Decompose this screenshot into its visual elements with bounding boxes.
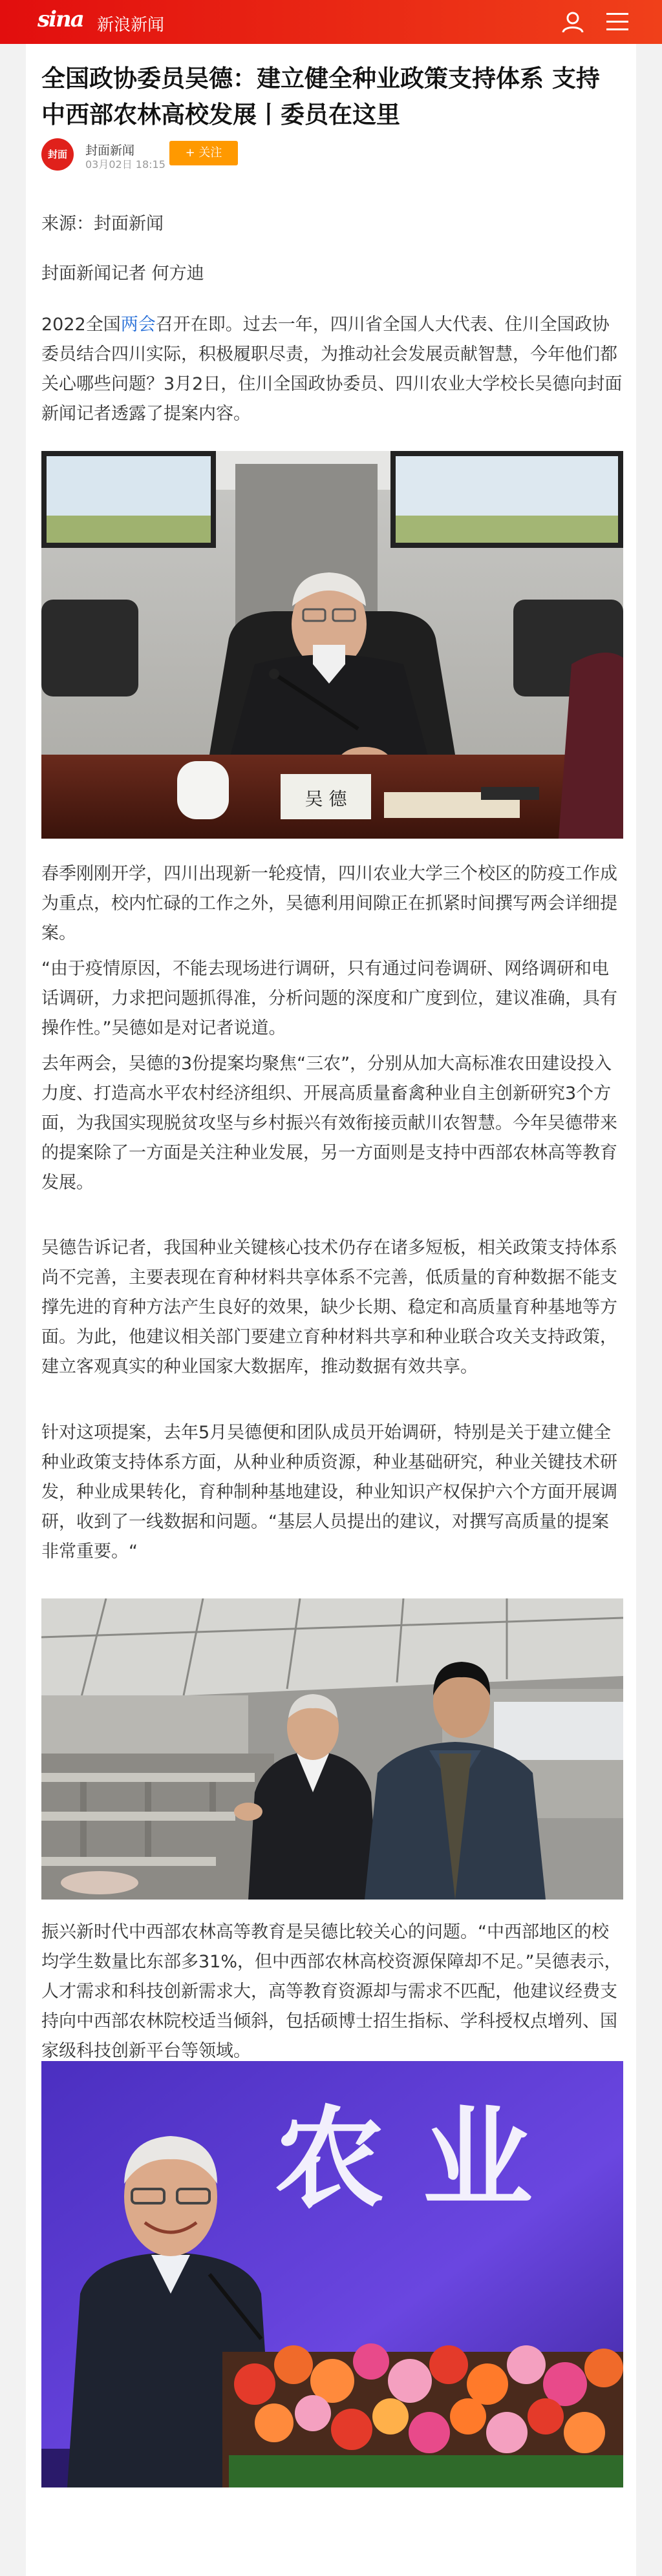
paragraph-1-text: 2022全国 <box>41 315 121 335</box>
paragraph-5: 吴德告诉记者，我国种业关键核心技术仍存在诸多短板，相关政策支持体系尚不完善，主要表现在育种材料共享体系不完善，低质量的育种数据不能支撑先进的育种方法产生良好的效果，缺少长期、稳定和高质量育种基地等方面。为此，他建议相关部门要建立育种材料共享和种业联合攻关支持政策，建立客观真实的种业国家大数据库，推动数据有效共享。 <box>41 1238 617 1377</box>
farm-visit-photo <box>41 1598 623 1900</box>
source-line: 来源：封面新闻 <box>41 214 164 234</box>
top-navigation-bar <box>0 0 662 44</box>
meeting-photo <box>41 451 623 839</box>
publish-time: 03月02日 18:15 <box>85 158 166 171</box>
paragraph-7: 振兴新时代中西部农林高等教育是吴德比较关心的问题。“中西部地区的校均学生数量比东部多31%，但中西部农林高校资源保障却不足。”吴德表示，人才需求和科技创新需求大，高等教育资源却与需求不匹配，他建议经费支持向中西部农林院校适当倾斜，包括硕博士招生指标、学科授权点增列、国家级科技创新平台等领域。 <box>41 1922 622 2061</box>
follow-button[interactable]: + 关注 <box>169 141 238 165</box>
reporter-line: 封面新闻记者 何方迪 <box>41 264 204 284</box>
source-name[interactable]: 封面新闻 <box>85 143 135 158</box>
paragraph-6: 针对这项提案，去年5月吴德便和团队成员开始调研，特别是关于建立健全种业政策支持体系方面，从种业种质资源，种业基础研究，种业关键技术研发，种业成果转化，育种制种基地建设，种业知识产权保护六个方面开展调研，收到了一线数据和问题。“基层人员提出的建议，对撰写高质量的提案非常重要。“ <box>41 1423 617 1562</box>
banner-text: 农 业 <box>274 2095 533 2223</box>
nameplate-text: 吴 德 <box>304 788 347 810</box>
paragraph-2: 春季刚刚开学，四川出现新一轮疫情，四川农业大学三个校区的防疫工作成为重点，校内忙碌的工作之外，吴德利用间隙正在抓紧时间撰写两会详细提案。 <box>41 864 617 943</box>
lianghui-link[interactable]: 两会 <box>120 315 156 335</box>
paragraph-1 <box>41 310 623 429</box>
user-icon[interactable] <box>561 10 584 34</box>
paragraph-1-text-rest: 召开在即。过去一年，四川省全国人大代表、住川全国政协委员结合四川实际，积极履职尽责，为推动社会发展贡献智慧，今年他们都关心哪些问题？3月2日，住川全国政协委员、四川农业大学校长吴德向封面新闻记者透露了提案内容。 <box>41 315 623 424</box>
channel-title[interactable]: 新浪新闻 <box>97 16 165 35</box>
sina-logo[interactable]: sina <box>37 6 83 32</box>
paragraph-3: “由于疫情原因，不能去现场进行调研，只有通过问卷调研、网络调研和电话调研，力求把问题抓得准，分析问题的深度和广度到位，建议准确，具有操作性。”吴德如是对记者说道。 <box>41 959 617 1038</box>
paragraph-4: 去年两会，吴德的3份提案均聚焦“三农”，分别从加大高标准农田建设投入力度、打造高水平农村经济组织、开展高质量畜禽种业自主创新研究3个方面，为我国实现脱贫攻坚与乡村振兴有效衔接贡献川农智慧。今年吴德带来的提案除了一方面是关注种业发展，另一方面则是支持中西部农林高等教育发展。 <box>41 1054 617 1193</box>
menu-icon[interactable] <box>605 10 630 34</box>
article-card <box>26 44 636 2576</box>
source-avatar[interactable]: 封面 <box>41 138 74 171</box>
podium-speech-photo <box>41 2061 623 2487</box>
article-title: 全国政协委员吴德：建立健全种业政策支持体系 支持中西部农林高校发展丨委员在这里 <box>41 65 600 129</box>
